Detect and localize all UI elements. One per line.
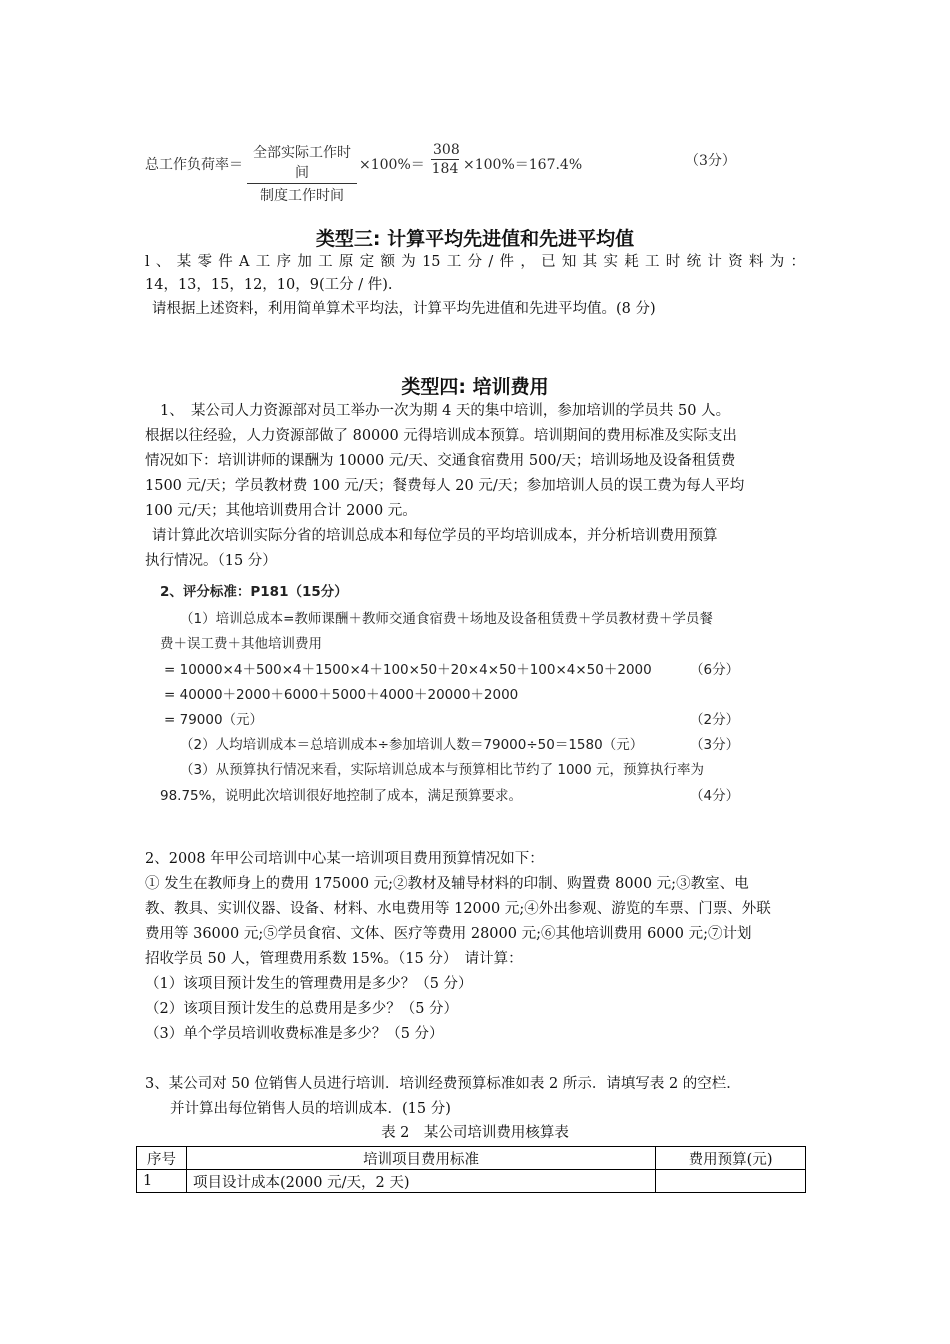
scoring-line-4: = 40000＋2000＋6000＋5000＋4000＋20000＋2000 bbox=[164, 687, 519, 703]
q1-line-1: 1、 某公司人力资源部对员工举办一次为期 4 天的集中培训，参加培训的学员共 50 人。 bbox=[160, 403, 731, 419]
scoring-line-5-score: （2分） bbox=[690, 712, 740, 728]
formula-fraction-1 bbox=[247, 142, 357, 205]
q1-line-4: 1500 元/天；学员教材费 100 元/天；餐费每人 20 元/天；参加培训人员的误工费为每人平均 bbox=[145, 478, 745, 494]
table-caption: 表 2 某公司培训费用核算表 bbox=[381, 1125, 569, 1141]
cell-item: 项目设计成本(2000 元/天，2 天) bbox=[186, 1170, 655, 1193]
q1-line-3: 情况如下：培训讲师的课酬为 10000 元/天、交通食宿费用 500/天；培训场地及设备租赁费 bbox=[145, 453, 736, 469]
type3-line-3: 请根据上述资料，利用简单算术平均法，计算平均先进值和先进平均值。(8 分) bbox=[152, 301, 656, 317]
q2-line-1: 2、2008 年甲公司培训中心某一培训项目费用预算情况如下： bbox=[145, 851, 544, 867]
q1-line-5: 100 元/天；其他培训费用合计 2000 元。 bbox=[145, 503, 417, 519]
scoring-line-2: 费＋误工费＋其他培训费用 bbox=[160, 636, 322, 652]
q2-sub-3: （3）单个学员培训收费标准是多少？（5 分） bbox=[145, 1026, 444, 1042]
scoring-line-5: = 79000（元） bbox=[164, 712, 264, 728]
header-budget: 费用预算(元) bbox=[656, 1147, 806, 1170]
formula-score: （3分） bbox=[685, 153, 736, 169]
q2-line-5: 招收学员 50 人，管理费用系数 15%。（15 分） 请计算： bbox=[145, 951, 523, 967]
scoring-standard-scan bbox=[160, 580, 760, 812]
q2-sub-2: （2）该项目预计发生的总费用是多少？（5 分） bbox=[145, 1001, 459, 1017]
fraction-1-denominator: 制度工作时间 bbox=[260, 188, 344, 204]
fraction-1-numerator: 全部实际工作时间 bbox=[247, 142, 357, 184]
table-header-row bbox=[137, 1147, 806, 1170]
training-cost-table bbox=[136, 1146, 806, 1193]
fraction-2-numerator: 308 bbox=[433, 142, 460, 158]
scoring-line-8: 98.75%，说明此次培训很好地控制了成本，满足预算要求。 bbox=[160, 788, 522, 804]
table-row bbox=[137, 1170, 806, 1193]
type3-line-1: l、某零件A工序加工原定额为15工分/件，已知其实耗工时统计资料为： bbox=[145, 254, 805, 270]
scoring-line-3-score: （6分） bbox=[690, 662, 740, 678]
type3-line-2: 14，13，15，12，10，9(工分 / 件). bbox=[145, 277, 393, 293]
cell-index: 1 bbox=[137, 1170, 187, 1193]
q1-line-6: 请计算此次培训实际分省的培训总成本和每位学员的平均培训成本，并分析培训费用预算 bbox=[152, 528, 718, 544]
q2-line-4: 费用等 36000 元;⑤学员食宿、文体、医疗等费用 28000 元;⑥其他培训费用 6000 元;⑦计划 bbox=[145, 926, 752, 942]
header-item: 培训项目费用标准 bbox=[186, 1147, 655, 1170]
q2-sub-1: （1）该项目预计发生的管理费用是多少？（5 分） bbox=[145, 976, 473, 992]
scoring-line-7: （3）从预算执行情况来看，实际培训总成本与预算相比节约了 1000 元，预算执行率为 bbox=[180, 762, 705, 778]
q1-line-7: 执行情况。（15 分） bbox=[145, 553, 277, 569]
scoring-line-3: = 10000×4＋500×4＋1500×4＋100×50＋20×4×50＋100×4×50＋2000 bbox=[164, 662, 652, 678]
type3-heading: 类型三: 计算平均先进值和先进平均值 bbox=[315, 228, 635, 250]
scoring-line-1: （1）培训总成本=教师课酬＋教师交通食宿费＋场地及设备租赁费＋学员教材费＋学员餐 bbox=[180, 611, 713, 627]
q3-line-2: 并计算出每位销售人员的培训成本．(15 分) bbox=[170, 1101, 451, 1117]
scoring-title: 2、评分标准：P181（15分） bbox=[160, 584, 348, 600]
scoring-line-8-score: （4分） bbox=[690, 788, 740, 804]
workload-formula bbox=[145, 140, 765, 204]
q1-line-2: 根据以往经验，人力资源部做了 80000 元得培训成本预算。培训期间的费用标准及实际支出 bbox=[145, 428, 737, 444]
formula-times-1: ×100%＝ bbox=[359, 157, 425, 173]
q3-line-1: 3、某公司对 50 位销售人员进行培训．培训经费预算标准如表 2 所示．请填写表 2 的空栏． bbox=[145, 1076, 741, 1092]
q2-line-3: 教、教具、实训仪器、设备、材料、水电费用等 12000 元;④外出参观、游览的车票、门票、外联 bbox=[145, 901, 771, 917]
header-index: 序号 bbox=[137, 1147, 187, 1170]
formula-fraction-2 bbox=[431, 142, 459, 177]
fraction-2-denominator: 184 bbox=[431, 161, 459, 177]
cell-budget[interactable] bbox=[656, 1170, 806, 1193]
q2-line-2: ① 发生在教师身上的费用 175000 元;②教材及辅导材料的印制、购置费 8000 元;③教室、电 bbox=[145, 876, 749, 892]
scoring-line-6-score: （3分） bbox=[690, 737, 740, 753]
formula-lhs: 总工作负荷率＝ bbox=[145, 157, 243, 173]
formula-result: ×100%＝167.4% bbox=[463, 157, 583, 173]
scoring-line-6: （2）人均培训成本＝总培训成本÷参加培训人数＝79000÷50＝1580（元） bbox=[180, 737, 644, 753]
type4-heading: 类型四: 培训费用 bbox=[401, 376, 549, 398]
